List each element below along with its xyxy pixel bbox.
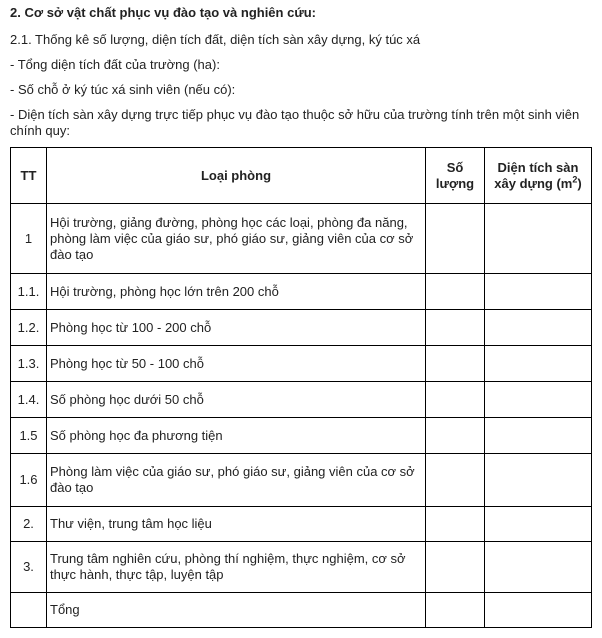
table-row (11, 310, 592, 346)
header-area-end: ) (577, 175, 582, 191)
row-label: Tổng (47, 593, 426, 628)
row-area (485, 204, 592, 274)
row-label: Thư viện, trung tâm học liệu (47, 507, 426, 542)
row-label: Hội trường, phòng học lớn trên 200 chỗ (47, 274, 426, 310)
table-row (11, 542, 592, 593)
row-label: Hội trường, giảng đường, phòng học các loại, phòng đa năng, phòng làm việc của giáo sư, phó giáo sư, giảng viên của cơ sở đào tạo (47, 204, 426, 274)
row-tt: 2. (11, 507, 47, 542)
facilities-table (10, 147, 592, 628)
row-tt: 3. (11, 542, 47, 593)
row-label: Số phòng học đa phương tiện (47, 418, 426, 454)
row-area (485, 310, 592, 346)
section-heading: 2. Cơ sở vật chất phục vụ đào tạo và nghiên cứu: (10, 5, 317, 20)
row-tt: 1.1. (11, 274, 47, 310)
row-label: Trung tâm nghiên cứu, phòng thí nghiệm, thực nghiệm, cơ sở thực hành, thực tập, luyện tập (47, 542, 426, 593)
row-tt: 1.5 (11, 418, 47, 454)
header-area-sup: 2 (572, 174, 578, 185)
row-count (426, 346, 485, 382)
row-count (426, 382, 485, 418)
row-area (485, 418, 592, 454)
table-row (11, 382, 592, 418)
table-total-row (11, 593, 592, 628)
table-row (11, 274, 592, 310)
table-row (11, 204, 592, 274)
table-row (11, 418, 592, 454)
row-count (426, 542, 485, 593)
row-area (485, 454, 592, 507)
row-area (485, 507, 592, 542)
row-count (426, 310, 485, 346)
table-row (11, 507, 592, 542)
row-area (485, 346, 592, 382)
row-count (426, 507, 485, 542)
row-label: Số phòng học dưới 50 chỗ (47, 382, 426, 418)
header-area (485, 148, 592, 204)
row-tt: 1.6 (11, 454, 47, 507)
land-area-line: - Tổng diện tích đất của trường (ha): (10, 57, 220, 72)
table-row (11, 454, 592, 507)
header-room-type: Loại phòng (47, 148, 426, 204)
row-label: Phòng làm việc của giáo sư, phó giáo sư, giảng viên của cơ sở đào tạo (47, 454, 426, 507)
header-area-text: Diện tích sàn xây dựng (m (494, 159, 579, 191)
row-count (426, 593, 485, 628)
header-tt: TT (11, 148, 47, 204)
dorm-capacity-line: - Số chỗ ở ký túc xá sinh viên (nếu có): (10, 82, 236, 97)
row-count (426, 274, 485, 310)
row-area (485, 542, 592, 593)
row-tt: 1.4. (11, 382, 47, 418)
row-area (485, 593, 592, 628)
row-label: Phòng học từ 50 - 100 chỗ (47, 346, 426, 382)
floor-area-per-student-line: - Diện tích sàn xây dựng trực tiếp phục vụ đào tạo thuộc sở hữu của trường tính trên một sinh viên chính quy: (10, 107, 580, 138)
row-tt (11, 593, 47, 628)
row-count (426, 418, 485, 454)
row-area (485, 274, 592, 310)
table-row (11, 346, 592, 382)
row-tt: 1.2. (11, 310, 47, 346)
row-count (426, 204, 485, 274)
subsection-title: 2.1. Thống kê số lượng, diện tích đất, diện tích sàn xây dựng, ký túc xá (10, 32, 421, 47)
row-area (485, 382, 592, 418)
row-tt: 1 (11, 204, 47, 274)
table-header-row (11, 148, 592, 204)
row-tt: 1.3. (11, 346, 47, 382)
header-count: Số lượng (426, 148, 485, 204)
row-label: Phòng học từ 100 - 200 chỗ (47, 310, 426, 346)
row-count (426, 454, 485, 507)
